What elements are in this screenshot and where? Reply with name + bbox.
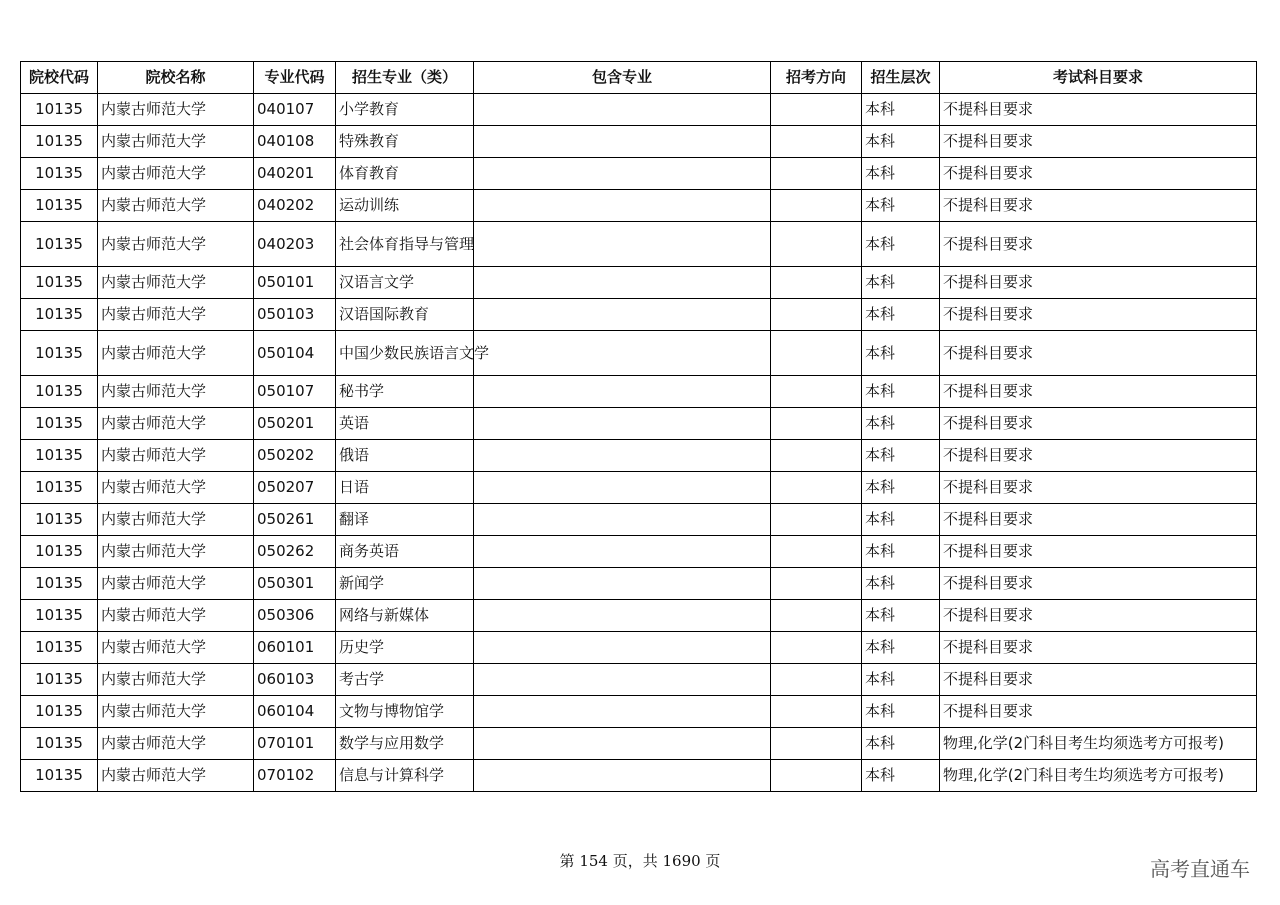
cell-major-code: 060103 bbox=[254, 664, 336, 696]
cell-includes bbox=[474, 222, 771, 267]
cell-major-code: 070101 bbox=[254, 728, 336, 760]
cell-direction bbox=[771, 267, 862, 299]
cell-level: 本科 bbox=[862, 331, 940, 376]
cell-major-code: 050262 bbox=[254, 536, 336, 568]
cell-requirement: 不提科目要求 bbox=[940, 267, 1257, 299]
cell-direction bbox=[771, 222, 862, 267]
table-row bbox=[21, 696, 1257, 728]
cell-includes bbox=[474, 299, 771, 331]
header-school-code: 院校代码 bbox=[21, 62, 98, 94]
cell-level: 本科 bbox=[862, 158, 940, 190]
cell-level: 本科 bbox=[862, 126, 940, 158]
table-row bbox=[21, 222, 1257, 267]
cell-requirement: 不提科目要求 bbox=[940, 331, 1257, 376]
table-row bbox=[21, 440, 1257, 472]
cell-level: 本科 bbox=[862, 267, 940, 299]
cell-school-code: 10135 bbox=[21, 536, 98, 568]
cell-direction bbox=[771, 408, 862, 440]
cell-school-code: 10135 bbox=[21, 299, 98, 331]
cell-major: 文物与博物馆学 bbox=[336, 696, 474, 728]
cell-school-name: 内蒙古师范大学 bbox=[98, 94, 254, 126]
cell-school-name: 内蒙古师范大学 bbox=[98, 222, 254, 267]
cell-includes bbox=[474, 267, 771, 299]
cell-major-code: 070102 bbox=[254, 760, 336, 792]
cell-school-code: 10135 bbox=[21, 472, 98, 504]
table-row bbox=[21, 472, 1257, 504]
cell-major-code: 050103 bbox=[254, 299, 336, 331]
cell-requirement: 不提科目要求 bbox=[940, 376, 1257, 408]
table-row bbox=[21, 126, 1257, 158]
header-requirement: 考试科目要求 bbox=[940, 62, 1257, 94]
cell-direction bbox=[771, 568, 862, 600]
cell-includes bbox=[474, 760, 771, 792]
cell-direction bbox=[771, 504, 862, 536]
cell-requirement: 不提科目要求 bbox=[940, 696, 1257, 728]
cell-requirement: 不提科目要求 bbox=[940, 472, 1257, 504]
cell-direction bbox=[771, 760, 862, 792]
cell-requirement: 不提科目要求 bbox=[940, 299, 1257, 331]
cell-major-code: 050207 bbox=[254, 472, 336, 504]
table-row bbox=[21, 504, 1257, 536]
table-row bbox=[21, 158, 1257, 190]
cell-school-name: 内蒙古师范大学 bbox=[98, 536, 254, 568]
table-row bbox=[21, 299, 1257, 331]
table-row bbox=[21, 331, 1257, 376]
table-row bbox=[21, 600, 1257, 632]
cell-includes bbox=[474, 158, 771, 190]
cell-major: 体育教育 bbox=[336, 158, 474, 190]
cell-level: 本科 bbox=[862, 728, 940, 760]
cell-includes bbox=[474, 408, 771, 440]
cell-level: 本科 bbox=[862, 504, 940, 536]
cell-school-name: 内蒙古师范大学 bbox=[98, 632, 254, 664]
cell-major-code: 050104 bbox=[254, 331, 336, 376]
cell-school-name: 内蒙古师范大学 bbox=[98, 190, 254, 222]
cell-direction bbox=[771, 664, 862, 696]
cell-school-name: 内蒙古师范大学 bbox=[98, 440, 254, 472]
cell-school-name: 内蒙古师范大学 bbox=[98, 299, 254, 331]
cell-level: 本科 bbox=[862, 299, 940, 331]
cell-major: 新闻学 bbox=[336, 568, 474, 600]
cell-school-code: 10135 bbox=[21, 376, 98, 408]
cell-school-code: 10135 bbox=[21, 664, 98, 696]
cell-major-code: 050101 bbox=[254, 267, 336, 299]
cell-major: 翻译 bbox=[336, 504, 474, 536]
cell-level: 本科 bbox=[862, 536, 940, 568]
cell-includes bbox=[474, 472, 771, 504]
cell-requirement: 不提科目要求 bbox=[940, 600, 1257, 632]
cell-major: 特殊教育 bbox=[336, 126, 474, 158]
cell-school-code: 10135 bbox=[21, 568, 98, 600]
cell-level: 本科 bbox=[862, 472, 940, 504]
cell-includes bbox=[474, 94, 771, 126]
cell-major-code: 060101 bbox=[254, 632, 336, 664]
cell-school-name: 内蒙古师范大学 bbox=[98, 504, 254, 536]
table-row bbox=[21, 267, 1257, 299]
table-row bbox=[21, 728, 1257, 760]
cell-includes bbox=[474, 126, 771, 158]
cell-direction bbox=[771, 536, 862, 568]
cell-includes bbox=[474, 696, 771, 728]
cell-direction bbox=[771, 600, 862, 632]
cell-major: 网络与新媒体 bbox=[336, 600, 474, 632]
cell-school-code: 10135 bbox=[21, 760, 98, 792]
cell-includes bbox=[474, 568, 771, 600]
page-number: 第 154 页，共 1690 页 bbox=[559, 852, 721, 870]
cell-major-code: 050202 bbox=[254, 440, 336, 472]
header-school-name: 院校名称 bbox=[98, 62, 254, 94]
cell-includes bbox=[474, 632, 771, 664]
header-row bbox=[21, 62, 1257, 94]
cell-level: 本科 bbox=[862, 696, 940, 728]
table-row bbox=[21, 376, 1257, 408]
cell-level: 本科 bbox=[862, 568, 940, 600]
cell-includes bbox=[474, 376, 771, 408]
cell-major: 俄语 bbox=[336, 440, 474, 472]
cell-level: 本科 bbox=[862, 408, 940, 440]
table-row bbox=[21, 760, 1257, 792]
cell-school-code: 10135 bbox=[21, 267, 98, 299]
cell-requirement: 不提科目要求 bbox=[940, 440, 1257, 472]
cell-major: 汉语言文学 bbox=[336, 267, 474, 299]
table-row bbox=[21, 568, 1257, 600]
cell-direction bbox=[771, 696, 862, 728]
cell-school-name: 内蒙古师范大学 bbox=[98, 760, 254, 792]
cell-direction bbox=[771, 632, 862, 664]
cell-major-code: 040202 bbox=[254, 190, 336, 222]
cell-major: 信息与计算科学 bbox=[336, 760, 474, 792]
cell-school-code: 10135 bbox=[21, 632, 98, 664]
cell-direction bbox=[771, 440, 862, 472]
cell-school-code: 10135 bbox=[21, 222, 98, 267]
cell-school-code: 10135 bbox=[21, 600, 98, 632]
cell-major: 历史学 bbox=[336, 632, 474, 664]
cell-major: 日语 bbox=[336, 472, 474, 504]
table-row bbox=[21, 94, 1257, 126]
cell-school-name: 内蒙古师范大学 bbox=[98, 696, 254, 728]
cell-school-name: 内蒙古师范大学 bbox=[98, 600, 254, 632]
cell-direction bbox=[771, 376, 862, 408]
cell-major-code: 040201 bbox=[254, 158, 336, 190]
table-row bbox=[21, 664, 1257, 696]
cell-requirement: 不提科目要求 bbox=[940, 158, 1257, 190]
cell-level: 本科 bbox=[862, 664, 940, 696]
cell-school-code: 10135 bbox=[21, 331, 98, 376]
cell-includes bbox=[474, 664, 771, 696]
cell-direction bbox=[771, 728, 862, 760]
cell-level: 本科 bbox=[862, 760, 940, 792]
cell-school-code: 10135 bbox=[21, 504, 98, 536]
cell-school-name: 内蒙古师范大学 bbox=[98, 568, 254, 600]
watermark-logo: 高考直通车 bbox=[1150, 857, 1250, 881]
cell-major-code: 050301 bbox=[254, 568, 336, 600]
cell-major: 数学与应用数学 bbox=[336, 728, 474, 760]
cell-major-code: 050107 bbox=[254, 376, 336, 408]
cell-school-code: 10135 bbox=[21, 190, 98, 222]
cell-level: 本科 bbox=[862, 376, 940, 408]
cell-school-name: 内蒙古师范大学 bbox=[98, 664, 254, 696]
cell-school-name: 内蒙古师范大学 bbox=[98, 376, 254, 408]
cell-direction bbox=[771, 331, 862, 376]
table-row bbox=[21, 632, 1257, 664]
cell-requirement: 不提科目要求 bbox=[940, 190, 1257, 222]
cell-school-name: 内蒙古师范大学 bbox=[98, 267, 254, 299]
cell-includes bbox=[474, 440, 771, 472]
cell-major: 社会体育指导与管理 bbox=[336, 222, 474, 267]
cell-major: 中国少数民族语言文学 bbox=[336, 331, 474, 376]
header-major: 招生专业（类） bbox=[336, 62, 474, 94]
cell-includes bbox=[474, 600, 771, 632]
cell-school-name: 内蒙古师范大学 bbox=[98, 126, 254, 158]
header-includes: 包含专业 bbox=[474, 62, 771, 94]
cell-school-name: 内蒙古师范大学 bbox=[98, 408, 254, 440]
cell-major-code: 060104 bbox=[254, 696, 336, 728]
cell-major: 商务英语 bbox=[336, 536, 474, 568]
cell-requirement: 不提科目要求 bbox=[940, 504, 1257, 536]
table-row bbox=[21, 536, 1257, 568]
cell-requirement: 不提科目要求 bbox=[940, 664, 1257, 696]
cell-major-code: 040107 bbox=[254, 94, 336, 126]
cell-requirement: 不提科目要求 bbox=[940, 222, 1257, 267]
cell-school-name: 内蒙古师范大学 bbox=[98, 472, 254, 504]
majors-table bbox=[20, 61, 1257, 792]
cell-requirement: 不提科目要求 bbox=[940, 126, 1257, 158]
cell-direction bbox=[771, 472, 862, 504]
cell-school-code: 10135 bbox=[21, 440, 98, 472]
cell-school-name: 内蒙古师范大学 bbox=[98, 728, 254, 760]
cell-major: 汉语国际教育 bbox=[336, 299, 474, 331]
cell-direction bbox=[771, 190, 862, 222]
cell-level: 本科 bbox=[862, 632, 940, 664]
cell-direction bbox=[771, 126, 862, 158]
table-row bbox=[21, 408, 1257, 440]
cell-requirement: 不提科目要求 bbox=[940, 94, 1257, 126]
cell-major: 英语 bbox=[336, 408, 474, 440]
cell-school-code: 10135 bbox=[21, 158, 98, 190]
cell-major-code: 040203 bbox=[254, 222, 336, 267]
cell-school-code: 10135 bbox=[21, 408, 98, 440]
header-major-code: 专业代码 bbox=[254, 62, 336, 94]
cell-major: 秘书学 bbox=[336, 376, 474, 408]
header-level: 招生层次 bbox=[862, 62, 940, 94]
cell-major-code: 050261 bbox=[254, 504, 336, 536]
cell-major: 小学教育 bbox=[336, 94, 474, 126]
cell-requirement: 不提科目要求 bbox=[940, 568, 1257, 600]
cell-direction bbox=[771, 299, 862, 331]
cell-major-code: 040108 bbox=[254, 126, 336, 158]
cell-includes bbox=[474, 190, 771, 222]
cell-requirement: 不提科目要求 bbox=[940, 536, 1257, 568]
cell-requirement: 物理,化学(2门科目考生均须选考方可报考) bbox=[940, 760, 1257, 792]
cell-school-code: 10135 bbox=[21, 94, 98, 126]
cell-major: 考古学 bbox=[336, 664, 474, 696]
cell-includes bbox=[474, 728, 771, 760]
cell-school-code: 10135 bbox=[21, 126, 98, 158]
cell-requirement: 不提科目要求 bbox=[940, 632, 1257, 664]
cell-major-code: 050201 bbox=[254, 408, 336, 440]
cell-level: 本科 bbox=[862, 94, 940, 126]
cell-requirement: 不提科目要求 bbox=[940, 408, 1257, 440]
cell-direction bbox=[771, 158, 862, 190]
cell-school-name: 内蒙古师范大学 bbox=[98, 158, 254, 190]
table-row bbox=[21, 190, 1257, 222]
cell-includes bbox=[474, 331, 771, 376]
cell-requirement: 物理,化学(2门科目考生均须选考方可报考) bbox=[940, 728, 1257, 760]
cell-level: 本科 bbox=[862, 190, 940, 222]
cell-level: 本科 bbox=[862, 440, 940, 472]
cell-level: 本科 bbox=[862, 222, 940, 267]
cell-major-code: 050306 bbox=[254, 600, 336, 632]
cell-direction bbox=[771, 94, 862, 126]
cell-major: 运动训练 bbox=[336, 190, 474, 222]
cell-school-code: 10135 bbox=[21, 728, 98, 760]
cell-level: 本科 bbox=[862, 600, 940, 632]
cell-school-code: 10135 bbox=[21, 696, 98, 728]
cell-includes bbox=[474, 504, 771, 536]
cell-includes bbox=[474, 536, 771, 568]
header-direction: 招考方向 bbox=[771, 62, 862, 94]
cell-school-name: 内蒙古师范大学 bbox=[98, 331, 254, 376]
